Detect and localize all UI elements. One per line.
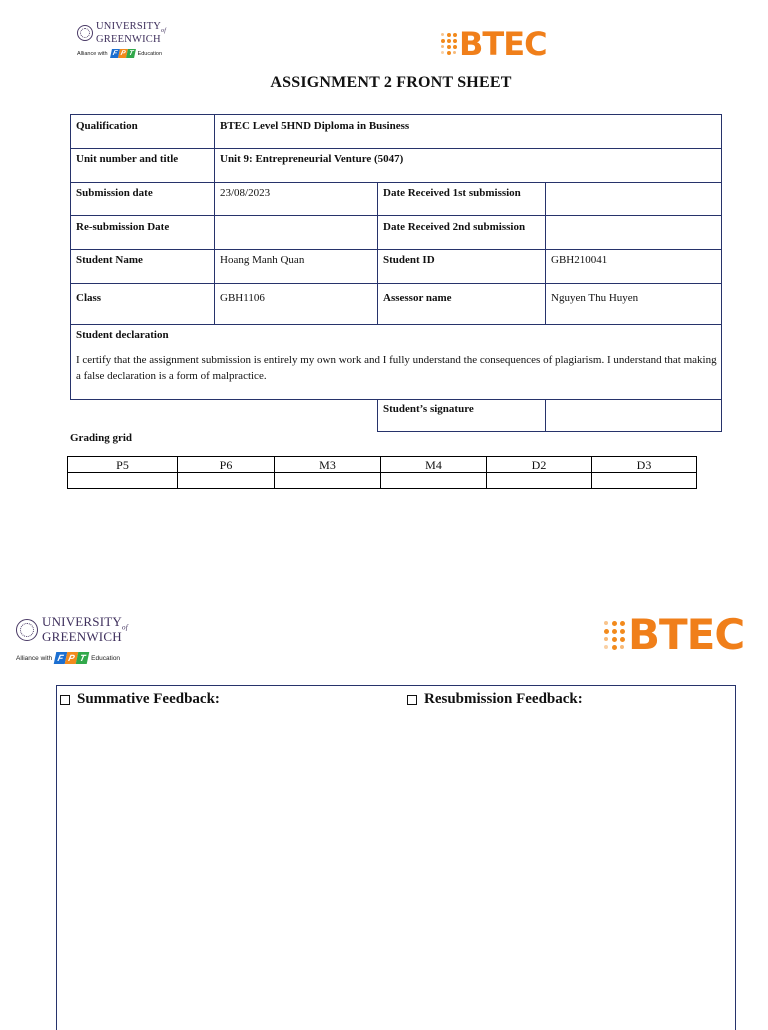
university-seal-icon xyxy=(77,25,93,41)
btec-wordmark: BTEC xyxy=(459,25,547,63)
university-name-line1: UNIVERSITY xyxy=(96,21,161,32)
fpt-logo-icon xyxy=(111,49,135,58)
student-name-value: Hoang Manh Quan xyxy=(220,254,305,266)
summative-checkbox-icon[interactable] xyxy=(60,695,70,705)
university-name-line2: GREENWICH xyxy=(42,629,122,645)
alliance-prefix: Alliance with xyxy=(16,654,53,662)
feedback-box xyxy=(56,685,736,1030)
grade-header-m3: M3 xyxy=(275,457,381,473)
grade-header-m4: M4 xyxy=(381,457,487,473)
university-logo-page2 xyxy=(16,616,128,644)
fpt-alliance-logo-page2 xyxy=(16,652,120,664)
resubmission-date-label: Re-submission Date xyxy=(76,221,170,233)
declaration-text: I certify that the assignment submission is entirely my own work and I fully understand the consequences of plagiarism. I understand that making a false declaration is a form of malpractice. xyxy=(76,354,717,382)
resubmission-feedback-header xyxy=(407,691,583,708)
alliance-prefix: Alliance with xyxy=(77,50,108,57)
btec-dots-icon xyxy=(604,621,625,650)
grade-header-p6: P6 xyxy=(178,457,275,473)
grade-header-d2: D2 xyxy=(487,457,592,473)
student-id-value: GBH210041 xyxy=(551,254,608,266)
btec-dots-icon xyxy=(441,33,457,55)
qualification-value: BTEC Level 5HND Diploma in Business xyxy=(220,120,410,132)
resubmission-checkbox-icon[interactable] xyxy=(407,695,417,705)
class-label: Class xyxy=(76,292,102,304)
submission-date-label: Submission date xyxy=(76,187,153,199)
btec-wordmark: BTEC xyxy=(628,610,745,659)
page-title: ASSIGNMENT 2 FRONT SHEET xyxy=(270,74,512,91)
student-id-label: Student ID xyxy=(383,254,435,266)
grading-grid-header-row xyxy=(68,457,697,473)
btec-logo-page2 xyxy=(604,610,745,659)
grade-value-d3 xyxy=(592,473,697,489)
assessor-label: Assessor name xyxy=(383,292,452,304)
class-value: GBH1106 xyxy=(220,292,265,304)
qualification-label: Qualification xyxy=(76,120,138,132)
university-name-of: of xyxy=(161,28,167,35)
student-name-label: Student Name xyxy=(76,254,143,266)
summative-feedback-label: Summative Feedback: xyxy=(77,691,220,707)
alliance-suffix: Education xyxy=(91,654,121,662)
grading-grid-label: Grading grid xyxy=(70,432,133,444)
university-name-line2: GREENWICH xyxy=(96,33,161,45)
grade-value-m3 xyxy=(275,473,381,489)
university-logo xyxy=(77,22,166,45)
date-received-1-label: Date Received 1st submission xyxy=(383,187,521,199)
assessor-value: Nguyen Thu Huyen xyxy=(551,292,639,304)
grade-value-m4 xyxy=(381,473,487,489)
fpt-letter-t: T xyxy=(76,652,90,664)
university-name-line1: UNIVERSITY xyxy=(42,614,122,629)
submission-date-value: 23/08/2023 xyxy=(220,187,271,199)
fpt-logo-icon xyxy=(55,652,88,664)
fpt-letter-t: T xyxy=(126,49,136,58)
signature-label: Student’s signature xyxy=(383,403,474,415)
grade-value-d2 xyxy=(487,473,592,489)
grading-grid xyxy=(67,456,697,489)
btec-logo xyxy=(441,25,547,63)
fpt-alliance-logo xyxy=(77,49,162,58)
fpt-letter-p: P xyxy=(119,50,126,57)
date-received-2-label: Date Received 2nd submission xyxy=(383,221,526,233)
fpt-letter-f: F xyxy=(54,652,68,664)
alliance-suffix: Education xyxy=(137,50,163,57)
fpt-letter-p: P xyxy=(65,652,79,664)
declaration-label: Student declaration xyxy=(76,329,169,341)
grade-header-p5: P5 xyxy=(68,457,178,473)
fpt-letter-f: F xyxy=(110,49,120,58)
summative-feedback-header xyxy=(60,691,220,708)
grade-value-p5 xyxy=(68,473,178,489)
unit-value: Unit 9: Entrepreneurial Venture (5047) xyxy=(220,153,404,165)
university-seal-icon xyxy=(16,619,38,641)
unit-label: Unit number and title xyxy=(76,153,179,165)
grade-value-p6 xyxy=(178,473,275,489)
university-name-of: of xyxy=(122,623,128,632)
resubmission-feedback-label: Resubmission Feedback: xyxy=(424,691,583,707)
grade-header-d3: D3 xyxy=(592,457,697,473)
grading-grid-value-row xyxy=(68,473,697,489)
